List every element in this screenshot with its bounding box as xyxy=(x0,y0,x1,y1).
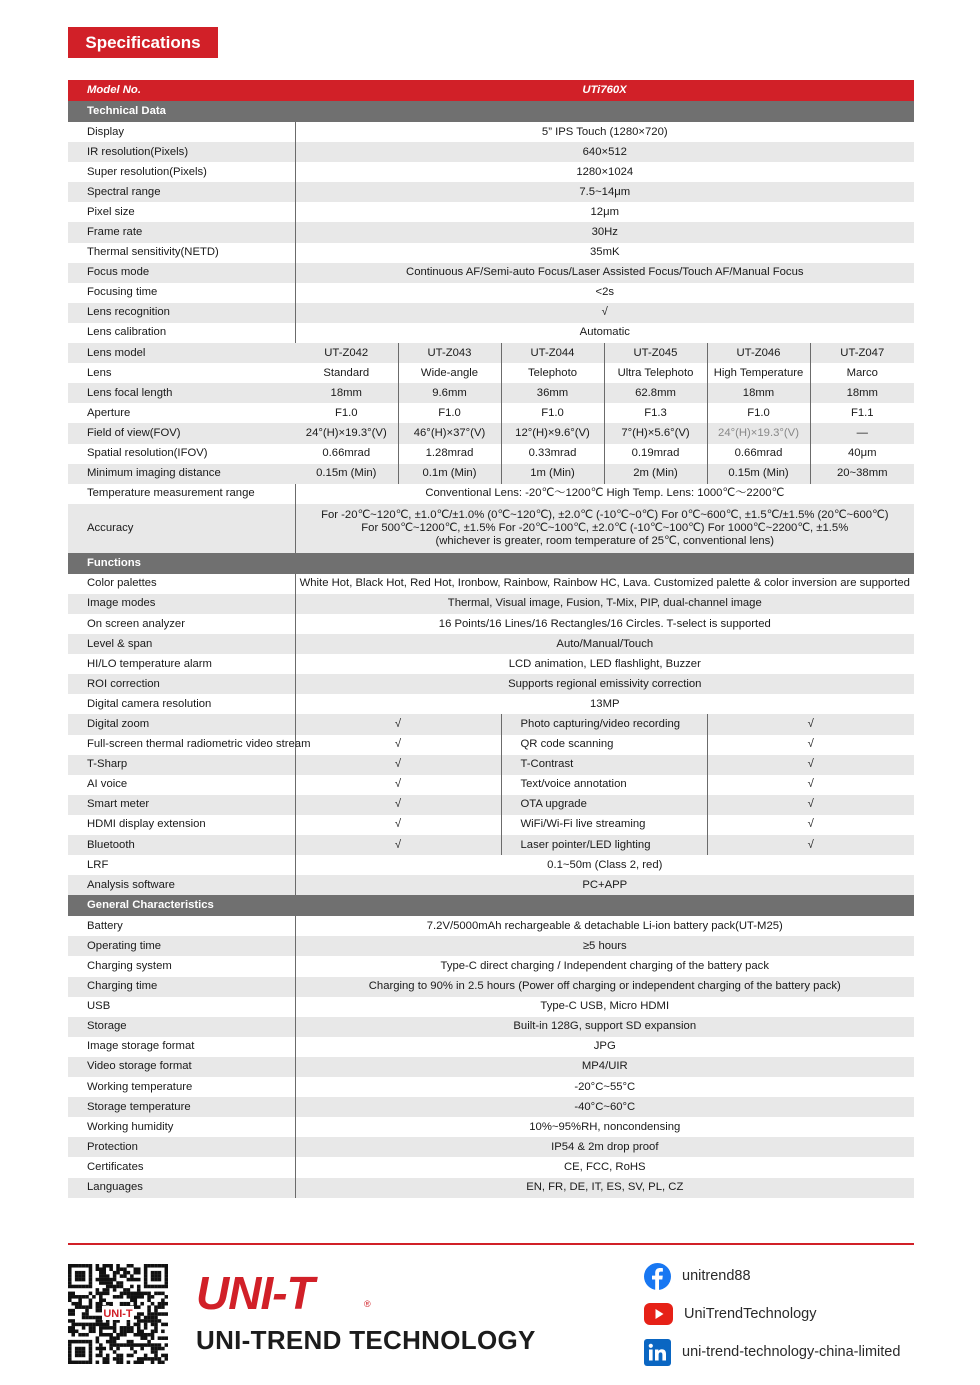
spec-label: Lens calibration xyxy=(87,326,167,339)
spec-label: Field of view(FOV) xyxy=(68,423,295,443)
spec-row xyxy=(68,142,914,162)
lens-value: 7°(H)×5.6°(V) xyxy=(604,423,707,443)
spec-row xyxy=(68,484,914,504)
spec-row xyxy=(68,1037,914,1057)
spec-row xyxy=(68,674,914,694)
spec-label: Languages xyxy=(68,1178,295,1198)
linkedin-handle: uni-trend-technology-china-limited xyxy=(682,1344,901,1360)
spec-label: WiFi/Wi-Fi live streaming xyxy=(501,815,707,835)
lens-value: 9.6mm xyxy=(398,383,501,403)
spec-row xyxy=(68,1117,914,1137)
lens-value: Standard xyxy=(323,366,370,379)
spec-label: Digital camera resolution xyxy=(87,697,212,710)
spec-value: 0.1~50m (Class 2, red) xyxy=(295,855,914,875)
spec-value: PC+APP xyxy=(295,875,914,895)
qr-code xyxy=(68,1264,168,1364)
lens-value: 36mm xyxy=(501,383,604,403)
spec-row xyxy=(68,997,914,1017)
spec-label: Analysis software xyxy=(68,875,295,895)
lens-value: UT-Z042 xyxy=(295,343,398,363)
section-title: Technical Data xyxy=(68,101,914,122)
spec-value: Thermal, Visual image, Fusion, T-Mix, PIP, dual-channel image xyxy=(295,594,914,614)
lens-value: 2m (Min) xyxy=(604,464,707,484)
company-name: UNI-TREND TECHNOLOGY xyxy=(196,1325,536,1355)
lens-value: 18mm xyxy=(295,383,398,403)
spec-label: Super resolution(Pixels) xyxy=(87,165,207,178)
lens-row xyxy=(68,343,914,363)
lens-value: F1.1 xyxy=(810,403,914,423)
spec-value: -40°C~60°C xyxy=(295,1097,914,1117)
spec-label: Storage xyxy=(68,1017,295,1037)
spec-row xyxy=(68,283,914,303)
lens-value: UT-Z043 xyxy=(398,343,501,363)
lens-value: F1.0 xyxy=(707,403,810,423)
spec-label: Bluetooth xyxy=(68,835,295,855)
spec-label: Battery xyxy=(87,919,123,932)
spec-value: Type-C direct charging / Independent charging of the battery pack xyxy=(295,956,914,976)
lens-row xyxy=(68,383,914,403)
spec-value: White Hot, Black Hot, Red Hot, Ironbow, Rainbow, Rainbow HC, Lava. Customized palette & color inversion are supported xyxy=(295,574,914,594)
spec-label: IR resolution(Pixels) xyxy=(68,142,295,162)
accuracy-row xyxy=(68,504,914,553)
lens-value: 24°(H)×19.3°(V) xyxy=(707,423,810,443)
spec-value: 12μm xyxy=(295,202,914,222)
spec-label: Full-screen thermal radiometric video stream xyxy=(87,738,311,751)
spec-row xyxy=(68,654,914,674)
spec-value: 640×512 xyxy=(295,142,914,162)
spec-label: Minimum imaging distance xyxy=(68,464,295,484)
spec-label: Digital zoom xyxy=(68,714,295,734)
spec-value: 7.2V/5000mAh rechargeable & detachable Li-ion battery pack(UT-M25) xyxy=(295,916,914,936)
spec-row xyxy=(68,162,914,182)
accuracy-line: For -20℃~120℃, ±1.0℃/±1.0% (0℃~120℃), ±2.0℃ (-10℃~0℃) For 0℃~600℃, ±1.5℃/±1.5% (20℃~600℃) xyxy=(321,508,889,521)
lens-value: 18mm xyxy=(707,383,810,403)
lens-value: High Temperature xyxy=(707,363,810,383)
lens-value: Marco xyxy=(810,363,914,383)
lens-value: F1.0 xyxy=(334,406,358,419)
spec-value: Auto/Manual/Touch xyxy=(295,634,914,654)
spec-row xyxy=(68,694,914,714)
spec-value: √ xyxy=(295,303,914,323)
footer-divider xyxy=(68,1243,914,1245)
facebook-icon xyxy=(644,1263,671,1290)
spec-value: EN, FR, DE, IT, ES, SV, PL, CZ xyxy=(295,1178,914,1198)
model-row xyxy=(68,80,914,101)
check-value: √ xyxy=(707,835,914,855)
spec-row xyxy=(68,574,914,594)
check-value: √ xyxy=(295,755,501,775)
spec-row xyxy=(68,956,914,976)
youtube-link[interactable] xyxy=(644,1300,816,1328)
check-value: √ xyxy=(295,735,501,755)
spec-row xyxy=(68,243,914,263)
spec-row xyxy=(68,1097,914,1117)
spec-label: T-Contrast xyxy=(501,755,707,775)
youtube-handle: UniTrendTechnology xyxy=(684,1306,817,1322)
check-value: √ xyxy=(295,815,501,835)
linkedin-link[interactable] xyxy=(644,1338,900,1366)
spec-label: On screen analyzer xyxy=(87,617,185,630)
accuracy-value xyxy=(295,504,914,553)
spec-label: AI voice xyxy=(87,778,128,791)
spec-row xyxy=(68,1157,914,1177)
check-value: √ xyxy=(707,775,914,795)
spec-row xyxy=(68,875,914,895)
spec-label: Working temperature xyxy=(87,1080,193,1093)
check-value: √ xyxy=(295,775,501,795)
lens-value: 0.66mrad xyxy=(707,444,810,464)
spec-value: 5” IPS Touch (1280×720) xyxy=(295,122,914,142)
spec-value: 7.5~14μm xyxy=(295,182,914,202)
lens-value: Telephoto xyxy=(501,363,604,383)
section-header-functions xyxy=(68,553,914,574)
spec-label: Focus mode xyxy=(68,263,295,283)
check-value: √ xyxy=(295,835,501,855)
spec-label: Certificates xyxy=(87,1160,144,1173)
lens-value: 40μm xyxy=(810,444,914,464)
spec-row xyxy=(68,1017,914,1037)
model-value: UTi760X xyxy=(295,80,914,101)
lens-value: 0.19mrad xyxy=(604,444,707,464)
spec-value: CE, FCC, RoHS xyxy=(295,1157,914,1177)
lens-value: 0.33mrad xyxy=(501,444,604,464)
spec-row xyxy=(68,855,914,875)
spec-label: Lens model xyxy=(68,343,295,363)
lens-value: 0.15m (Min) xyxy=(707,464,810,484)
spec-value: JPG xyxy=(295,1037,914,1057)
lens-value: Wide-angle xyxy=(398,363,501,383)
spec-row xyxy=(68,1137,914,1157)
lens-value: 24°(H)×19.3°(V) xyxy=(295,423,398,443)
spec-value: Continuous AF/Semi-auto Focus/Laser Assisted Focus/Touch AF/Manual Focus xyxy=(295,263,914,283)
function-pair-row xyxy=(68,815,914,835)
spec-row xyxy=(68,1178,914,1198)
lens-value: UT-Z045 xyxy=(604,343,707,363)
check-value: √ xyxy=(707,714,914,734)
lens-value: 62.8mm xyxy=(604,383,707,403)
spec-label: Smart meter xyxy=(68,795,295,815)
lens-value: — xyxy=(810,423,914,443)
spec-label: Pixel size xyxy=(87,205,135,218)
spec-label: Image storage format xyxy=(87,1040,195,1053)
spec-row xyxy=(68,122,914,142)
spec-label: Thermal sensitivity(NETD) xyxy=(87,246,219,259)
spec-row xyxy=(68,1057,914,1077)
spec-value: Type-C USB, Micro HDMI xyxy=(295,997,914,1017)
spec-label: ROI correction xyxy=(68,674,295,694)
spec-row xyxy=(68,594,914,614)
spec-value: Supports regional emissivity correction xyxy=(295,674,914,694)
spec-label: Frame rate xyxy=(68,222,295,242)
lens-value: UT-Z047 xyxy=(810,343,914,363)
spec-value: 10%~95%RH, noncondensing xyxy=(295,1117,914,1137)
spec-value: LCD animation, LED flashlight, Buzzer xyxy=(295,654,914,674)
spec-label: Charging time xyxy=(68,977,295,997)
spec-label: Operating time xyxy=(68,936,295,956)
spec-label: HDMI display extension xyxy=(87,818,206,831)
spec-value: Built-in 128G, support SD expansion xyxy=(295,1017,914,1037)
spec-row xyxy=(68,936,914,956)
accuracy-line: (whichever is greater, room temperature of 25℃, conventional lens) xyxy=(435,534,775,547)
linkedin-icon xyxy=(644,1339,671,1366)
lens-value: F1.0 xyxy=(398,403,501,423)
spec-row xyxy=(68,916,914,936)
spec-row xyxy=(68,977,914,997)
spec-label: Text/voice annotation xyxy=(501,775,707,795)
spec-row xyxy=(68,202,914,222)
model-label: Model No. xyxy=(68,80,295,101)
function-pair-row xyxy=(68,714,914,734)
spec-label: Video storage format xyxy=(68,1057,295,1077)
logo-wordmark: UNI-T xyxy=(196,1269,314,1319)
spec-row xyxy=(68,263,914,283)
lens-value: 1m (Min) xyxy=(501,464,604,484)
check-value: √ xyxy=(295,795,501,815)
accuracy-line: For 500℃~1200℃, ±1.5% For -20℃~100℃, ±2.0℃ (-10℃~100℃) For 1000℃~2200℃, ±1.5% xyxy=(361,521,849,534)
spec-value: 16 Points/16 Lines/16 Rectangles/16 Circles. T-select is supported xyxy=(295,614,914,634)
youtube-icon xyxy=(644,1303,673,1325)
spec-label: T-Sharp xyxy=(68,755,295,775)
lens-value: 0.66mrad xyxy=(322,447,371,460)
lens-row xyxy=(68,444,914,464)
spec-row xyxy=(68,634,914,654)
spec-label: Storage temperature xyxy=(68,1097,295,1117)
spec-label: Charging system xyxy=(87,960,172,973)
check-value: √ xyxy=(707,755,914,775)
spec-value: IP54 & 2m drop proof xyxy=(295,1137,914,1157)
lens-value: 12°(H)×9.6°(V) xyxy=(501,423,604,443)
spec-row xyxy=(68,323,914,343)
lens-value: Ultra Telephoto xyxy=(604,363,707,383)
spec-label: Working humidity xyxy=(87,1120,174,1133)
spec-label: USB xyxy=(87,1000,111,1013)
spec-label: Spatial resolution(IFOV) xyxy=(87,447,208,460)
spec-value: ≥5 hours xyxy=(295,936,914,956)
lens-row xyxy=(68,423,914,443)
lens-row xyxy=(68,363,914,383)
spec-label: Lens xyxy=(87,366,112,379)
lens-value: 1.28mrad xyxy=(398,444,501,464)
spec-label: Image modes xyxy=(68,594,295,614)
lens-row xyxy=(68,403,914,423)
facebook-link[interactable] xyxy=(644,1262,751,1290)
spec-value: MP4/UIR xyxy=(295,1057,914,1077)
spec-label: Aperture xyxy=(87,406,131,419)
lens-value: 0.1m (Min) xyxy=(398,464,501,484)
spec-label: Lens recognition xyxy=(68,303,295,323)
check-value: √ xyxy=(707,815,914,835)
spec-label: Protection xyxy=(68,1137,295,1157)
lens-value: 18mm xyxy=(810,383,914,403)
spec-label: Focusing time xyxy=(87,286,158,299)
function-pair-row xyxy=(68,755,914,775)
specifications-table xyxy=(68,80,914,1198)
spec-value: Automatic xyxy=(295,323,914,343)
facebook-handle: unitrend88 xyxy=(682,1268,751,1284)
svg-text:®: ® xyxy=(364,1299,371,1309)
check-value: √ xyxy=(295,714,501,734)
spec-value: Conventional Lens: -20℃～1200℃ High Temp. Lens: 1000℃～2200℃ xyxy=(295,484,914,504)
lens-value: 46°(H)×37°(V) xyxy=(398,423,501,443)
spec-value: 1280×1024 xyxy=(295,162,914,182)
spec-label: Temperature measurement range xyxy=(87,487,255,500)
spec-value: 30Hz xyxy=(295,222,914,242)
spec-row xyxy=(68,1077,914,1097)
spec-label: Color palettes xyxy=(87,577,157,590)
spec-row xyxy=(68,303,914,323)
function-pair-row xyxy=(68,735,914,755)
check-value: √ xyxy=(707,735,914,755)
spec-label: LRF xyxy=(87,858,109,871)
uni-t-logo xyxy=(196,1269,376,1319)
lens-row xyxy=(68,464,914,484)
section-header-technical xyxy=(68,101,914,122)
spec-label: Laser pointer/LED lighting xyxy=(501,835,707,855)
spec-row xyxy=(68,614,914,634)
qr-logo-text: UNI-T xyxy=(103,1308,133,1320)
spec-value: Charging to 90% in 2.5 hours (Power off charging or independent charging of the battery pack) xyxy=(295,977,914,997)
spec-value: -20°C~55°C xyxy=(295,1077,914,1097)
section-title: General Characteristics xyxy=(68,895,914,916)
spec-label: Lens focal length xyxy=(68,383,295,403)
spec-value: 13MP xyxy=(295,694,914,714)
check-value: √ xyxy=(707,795,914,815)
spec-value: 35mK xyxy=(295,243,914,263)
section-title: Functions xyxy=(68,553,914,574)
function-pair-row xyxy=(68,795,914,815)
spec-label: OTA upgrade xyxy=(501,795,707,815)
spec-label: Level & span xyxy=(68,634,295,654)
spec-label: Spectral range xyxy=(68,182,295,202)
spec-label: Display xyxy=(87,125,125,138)
spec-label: QR code scanning xyxy=(501,735,707,755)
lens-value: F1.3 xyxy=(604,403,707,423)
lens-value: F1.0 xyxy=(501,403,604,423)
lens-value: UT-Z046 xyxy=(707,343,810,363)
spec-label: Photo capturing/video recording xyxy=(501,714,707,734)
section-header-general xyxy=(68,895,914,916)
spec-row xyxy=(68,182,914,202)
spec-value: <2s xyxy=(295,283,914,303)
function-pair-row xyxy=(68,775,914,795)
function-pair-row xyxy=(68,835,914,855)
spec-label: Accuracy xyxy=(68,504,295,553)
lens-value: UT-Z044 xyxy=(501,343,604,363)
spec-row xyxy=(68,222,914,242)
lens-value: 0.15m (Min) xyxy=(295,464,398,484)
spec-label: HI/LO temperature alarm xyxy=(87,657,212,670)
lens-value: 20~38mm xyxy=(810,464,914,484)
page-title: Specifications xyxy=(68,27,218,58)
